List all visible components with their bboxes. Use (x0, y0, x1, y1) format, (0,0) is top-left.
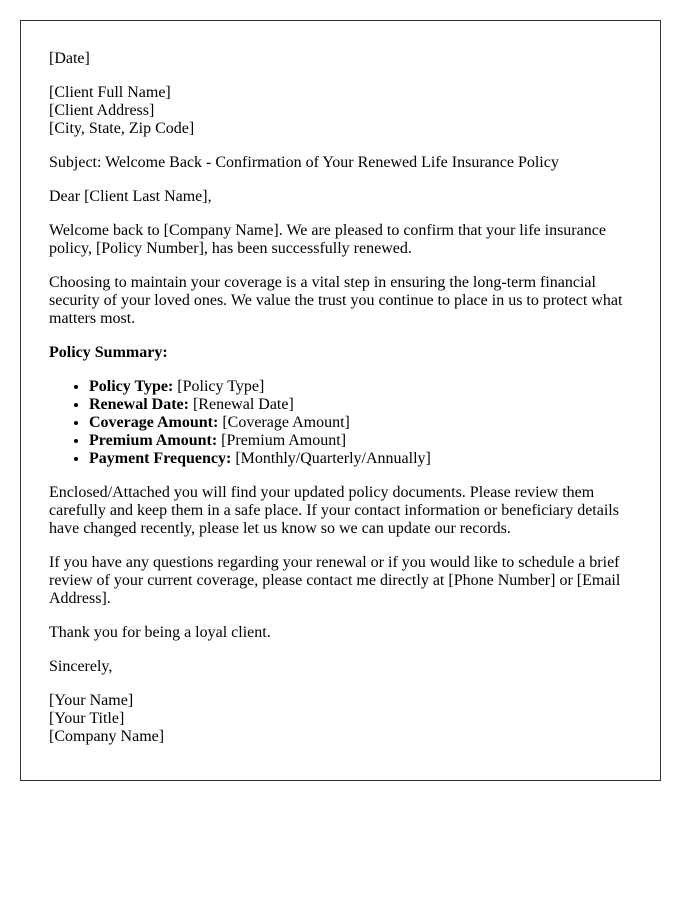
policy-summary-heading: Policy Summary: (49, 344, 168, 361)
valediction: Sincerely, (49, 658, 113, 675)
letter-document (20, 20, 661, 781)
summary-value: [Premium Amount] (217, 432, 347, 449)
summary-value: [Renewal Date] (188, 396, 294, 413)
signature-company: [Company Name] (49, 728, 165, 745)
signature-block (49, 692, 632, 746)
body-paragraph-documents: Enclosed/Attached you will find your updated policy documents. Please review them carefully and keep them in a safe place. If your contact information or beneficiary details have changed recently, please let us know so we can update our records. (49, 484, 619, 537)
recipient-name: [Client Full Name] (49, 84, 171, 101)
summary-label: Renewal Date: (89, 396, 189, 413)
body-paragraph-contact: If you have any questions regarding your renewal or if you would like to schedule a brief review of your current coverage, please contact me directly at [Phone Number] or [Email Address]. (49, 554, 621, 607)
summary-item-premium-amount (89, 432, 632, 450)
summary-label: Premium Amount: (89, 432, 218, 449)
summary-value: [Coverage Amount] (218, 414, 350, 431)
summary-label: Payment Frequency: (89, 450, 232, 467)
summary-item-coverage-amount (89, 414, 632, 432)
recipient-block (49, 84, 632, 138)
summary-label: Policy Type: (89, 378, 174, 395)
summary-label: Coverage Amount: (89, 414, 219, 431)
signature-title: [Your Title] (49, 710, 125, 727)
policy-summary-list (49, 378, 632, 468)
salutation: Dear [Client Last Name], (49, 188, 212, 205)
summary-item-payment-frequency (89, 450, 632, 468)
summary-value: [Policy Type] (173, 378, 265, 395)
body-paragraph-coverage: Choosing to maintain your coverage is a vital step in ensuring the long-term financial security of your loved ones. We value the trust you continue to place in us to protect what matters most. (49, 274, 623, 327)
signature-name: [Your Name] (49, 692, 134, 709)
body-paragraph-thanks: Thank you for being a loyal client. (49, 624, 271, 641)
letter-subject: Subject: Welcome Back - Confirmation of Your Renewed Life Insurance Policy (49, 154, 559, 171)
recipient-city-state-zip: [City, State, Zip Code] (49, 120, 195, 137)
summary-item-renewal-date (89, 396, 632, 414)
body-paragraph-intro: Welcome back to [Company Name]. We are pleased to confirm that your life insurance policy, [Policy Number], has been successfully renewed. (49, 222, 606, 257)
summary-item-policy-type (89, 378, 632, 396)
letter-date: [Date] (49, 50, 90, 67)
recipient-address: [Client Address] (49, 102, 155, 119)
summary-value: [Monthly/Quarterly/Annually] (231, 450, 431, 467)
